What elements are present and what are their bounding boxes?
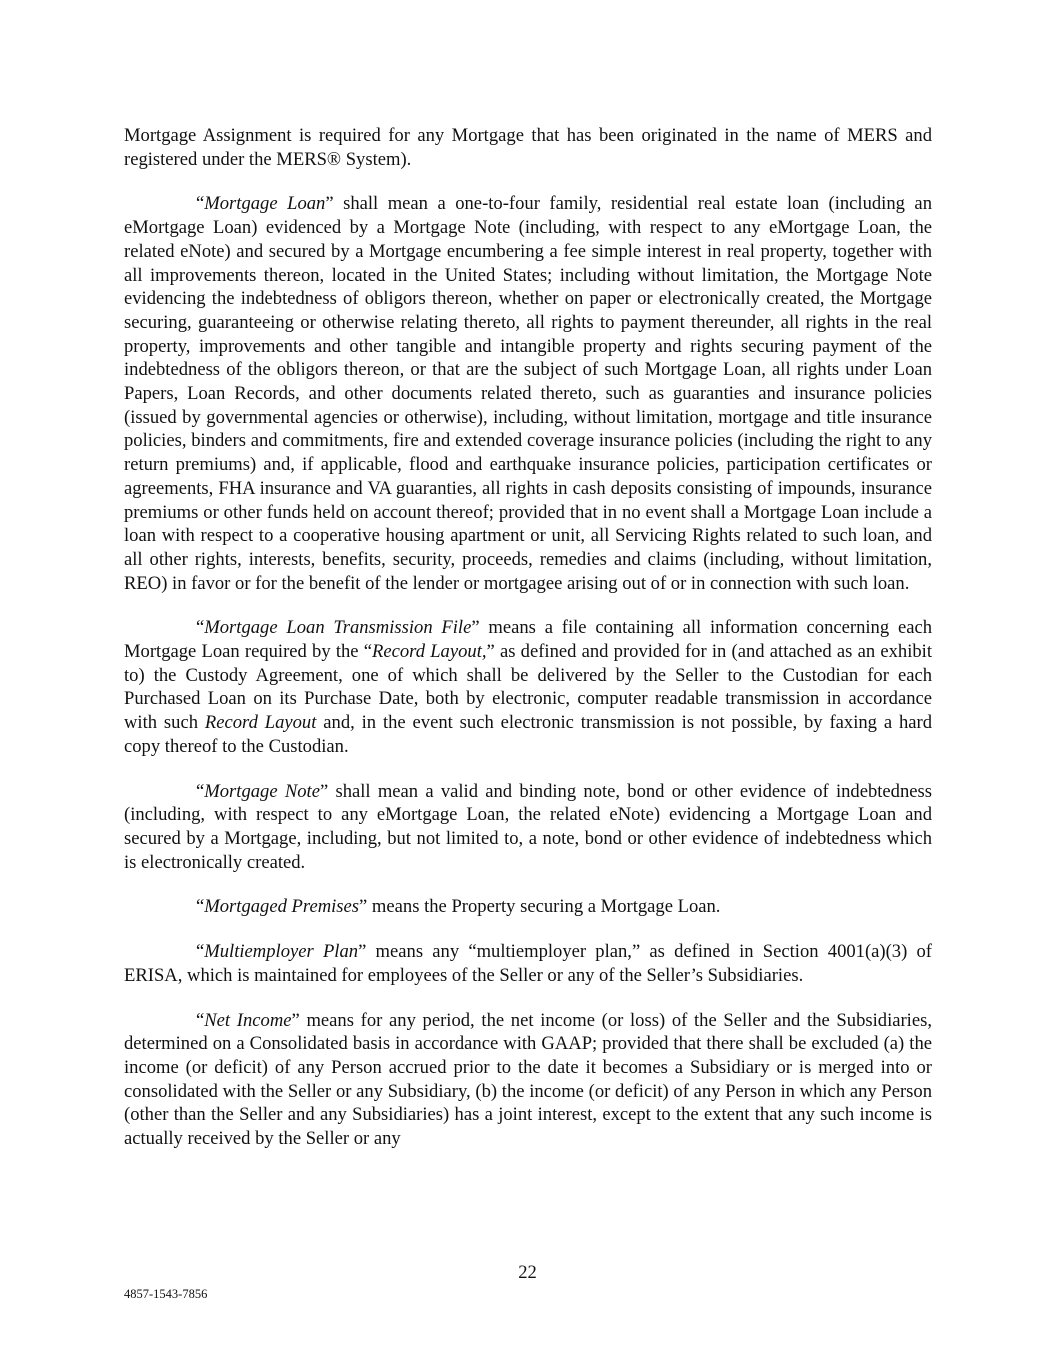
quote: “ — [196, 941, 205, 963]
definition-text: ” shall mean a valid and binding note, bond or other evidence of indebtedness (including, with respect to any eMortgage Loan, the related eNote) evidencing a Mortgage Loan and secured by a Mortgage, including, but not limited to, a note, bond or other evidence of indebtedness which is electronically created. — [124, 780, 932, 873]
definition-text: ” means for any period, the net income (or loss) of the Seller and the Subsidiaries, determined on a Consolidated basis in accordance with GAAP; provided that there shall be excluded (a) the income (or deficit) of any Person accrued prior to the date it becomes a Subsidiary or is merged into or consolidated with the Seller or any Subsidiary, (b) the income (or deficit) of any Person in which any Person (other than the Seller and any Subsidiaries) has a joint interest, except to the extent that any such income is actually received by the Seller or any — [124, 1009, 932, 1150]
page-number: 22 — [518, 1262, 537, 1283]
definition-mortgage-loan — [124, 192, 932, 595]
definition-text: ” means any “multiemployer plan,” as defined in Section 4001(a)(3) of ERISA, which is maintained for employees of the Seller or any of the Seller’s Subsidiaries. — [124, 941, 932, 986]
defined-term: Mortgage Loan — [204, 193, 326, 215]
defined-term: Multiemployer Plan — [204, 941, 359, 963]
document-id: 4857-1543-7856 — [124, 1287, 208, 1301]
defined-term: Net Income — [204, 1009, 292, 1031]
defined-term: Mortgage Loan Transmission File — [204, 617, 472, 639]
defined-term: Mortgage Note — [204, 780, 320, 802]
definition-text: ” means the Property securing a Mortgage Loan. — [359, 896, 721, 918]
quote: “ — [196, 780, 205, 802]
quote: “ — [196, 193, 205, 215]
paragraph-continuation: Mortgage Assignment is required for any Mortgage that has been originated in the name of MERS and registered under the MERS® System). — [124, 125, 932, 170]
definition-text: ” shall mean a one-to-four family, residential real estate loan (including an eMortgage Loan) evidenced by a Mortgage Note (including, with respect to any eMortgage Loan, the related eNote) and secured by a Mortgage encumbering a fee simple interest in real property, together with all improvements thereon, located in the United States; including without limitation, the Mortgage Note evidencing the indebtedness of obligors thereon, whether on paper or electronically created, the Mortgage securing, guaranteeing or otherwise relating thereto, all rights to payment thereunder, all rights in the real property, improvements and other tangible and intangible property and rights securing payment of the indebtedness of the obligors thereon, or that are the subject of such Mortgage Loan, all rights under Loan Papers, Loan Records, and other documents related thereto, such as guaranties and insurance policies (issued by governmental agencies or otherwise), including, without limitation, mortgage and title insurance policies, binders and commitments, fire and extended coverage insurance policies (including the right to any return premiums) and, if applicable, flood and earthquake insurance policies, participation certificates or agreements, FHA insurance and VA guaranties, all rights in cash deposits consisting of impounds, insurance premiums or other funds held on account thereof; provided that in no event shall a Mortgage Loan include a loan with respect to a cooperative housing apartment or unit, all Servicing Rights related to such loan, and all other rights, interests, benefits, security, proceeds, remedies and claims (including, without limitation, REO) in favor or for the benefit of the lender or mortgagee arising out of or in connection with such loan. — [124, 193, 932, 594]
definition-multiemployer-plan — [124, 940, 932, 987]
quote: “ — [196, 617, 205, 639]
quote: “ — [196, 896, 205, 918]
defined-term: Mortgaged Premises — [204, 896, 360, 918]
document-body — [124, 124, 932, 1172]
definition-net-income — [124, 1009, 932, 1151]
definition-mortgage-note — [124, 780, 932, 875]
definition-mortgaged-premises — [124, 895, 932, 919]
definition-text: ” as defined and provided for in (and attached as an exhibit to) the Custody Agreement, one of which shall be delivered by the Seller to the Custodian for each Purchased Loan on its Purchase Date, both by electronic, computer readable transmission in accordance with such — [124, 641, 932, 734]
defined-term-ref: Record Layout, — [372, 641, 487, 663]
quote: “ — [196, 1009, 205, 1031]
definition-text: and, in the event such electronic transmission is not possible, by faxing a hard copy thereof to the Custodian. — [124, 712, 932, 757]
defined-term-ref: Record Layout — [204, 712, 317, 734]
definition-mortgage-loan-transmission-file — [124, 616, 932, 758]
definition-text: ” means a file containing all information concerning each Mortgage Loan required by the “ — [124, 617, 933, 663]
